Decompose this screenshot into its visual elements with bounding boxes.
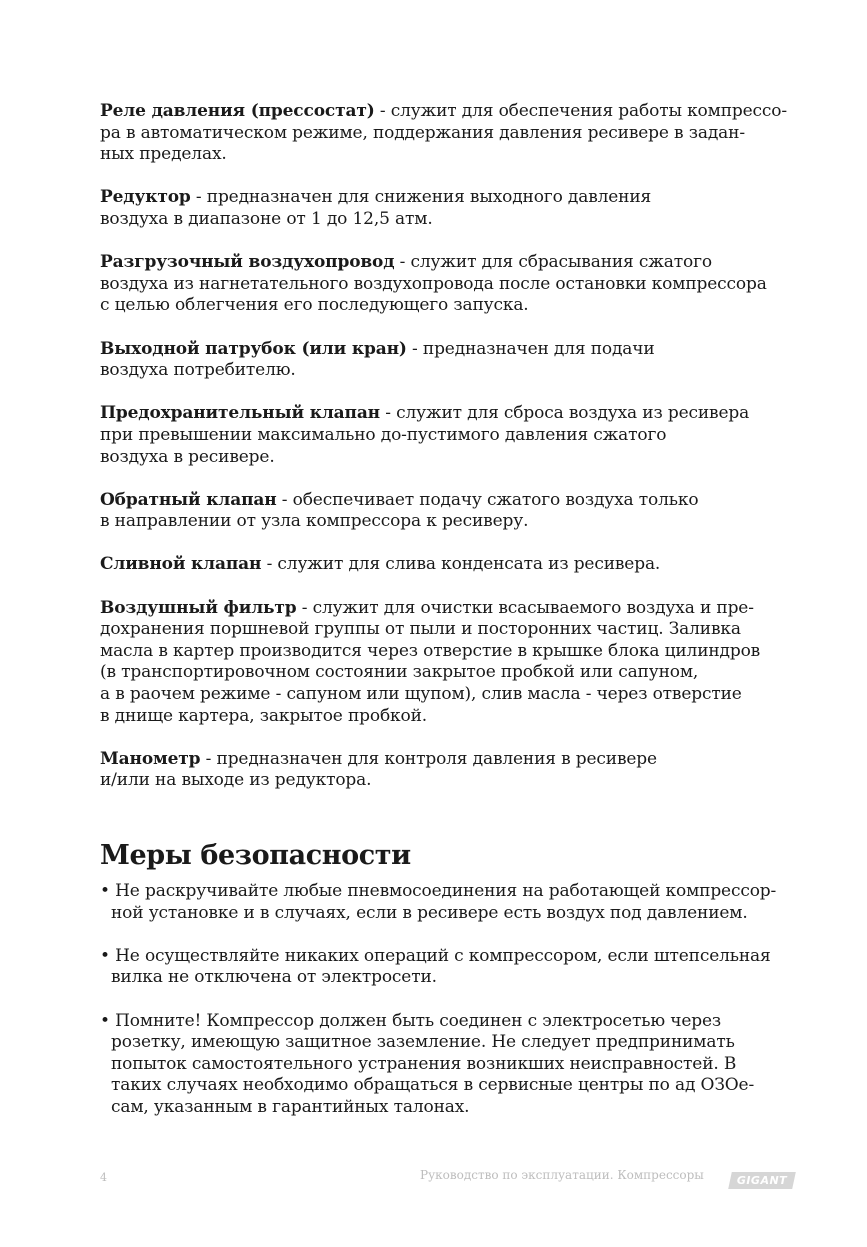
- item-check-valve: [100, 490, 820, 533]
- safety-text: ной установке и в случаях, если в ресивере есть воздух под давлением.: [111, 902, 748, 923]
- item-text: а в раочем режиме - сапуном или щупом), слив масла - через отверстие: [100, 684, 742, 705]
- safety-list: [100, 881, 820, 1140]
- item-term: Редуктор: [100, 187, 191, 208]
- item-term: Предохранительный клапан: [100, 403, 380, 424]
- footer-title: Руководство по эксплуатации. Компрессоры: [420, 1168, 704, 1182]
- item-text: (в транспортировочном состоянии закрытое пробкой или сапуном,: [100, 662, 699, 683]
- item-text: - служит для очистки всасываемого воздуха и пре-: [296, 597, 754, 618]
- section-heading: Меры безопасности: [100, 840, 411, 871]
- item-text: в направлении от узла компрессора к ресиверу.: [100, 511, 529, 532]
- item-text: - предназначен для снижения выходного давления: [190, 187, 652, 208]
- item-text: воздуха из нагнетательного воздухопровода после остановки компрессора: [100, 273, 767, 294]
- item-term: Реле давления (прессостат): [100, 101, 375, 121]
- item-term: Сливной клапан: [100, 554, 262, 575]
- page-number: 4: [100, 1171, 107, 1184]
- safety-item: [100, 946, 820, 989]
- item-outlet-nozzle: [100, 339, 820, 382]
- item-term: Воздушный фильтр: [100, 597, 297, 618]
- item-reducer: [100, 187, 820, 230]
- item-text: воздуха в ресивере.: [100, 446, 275, 467]
- item-manometer: [100, 749, 820, 792]
- item-unloading-air-line: [100, 252, 820, 317]
- item-text: воздуха в диапазоне от 1 до 12,5 атм.: [100, 208, 433, 229]
- item-text: - служит для сброса воздуха из ресивера: [379, 403, 750, 424]
- safety-text: попыток самостоятельного устранения возникших неисправностей. В: [111, 1053, 737, 1074]
- safety-item: [100, 881, 820, 924]
- safety-text: розетку, имеющую защитное заземление. Не следует предпринимать: [111, 1032, 735, 1053]
- item-text: воздуха потребителю.: [100, 360, 296, 381]
- item-safety-valve: [100, 403, 820, 468]
- item-text: в днище картера, закрытое пробкой.: [100, 705, 428, 726]
- item-text: при превышении максимально до-пустимого давления сжатого: [100, 424, 667, 445]
- safety-text: • Не раскручивайте любые пневмосоединения на работающей компрессор-: [100, 881, 777, 901]
- item-text: - служит для обеспечения работы компрессо-: [374, 101, 787, 121]
- item-air-filter: [100, 598, 820, 728]
- safety-item: [100, 1011, 820, 1119]
- item-term: Манометр: [100, 748, 201, 769]
- safety-text: таких случаях необходимо обращаться в сервисные центры по ад ОЗОе-: [111, 1075, 755, 1096]
- safety-text: вилка не отключена от электросети.: [111, 967, 437, 988]
- brand-logo: [728, 1172, 796, 1189]
- item-text: - служит для сбрасывания сжатого: [394, 252, 712, 273]
- brand-logo-text: GIGANT: [736, 1174, 788, 1187]
- item-text: и/или на выходе из редуктора.: [100, 770, 372, 791]
- item-term: Разгрузочный воздухопровод: [100, 252, 395, 273]
- item-text: - служит для слива конденсата из ресивера.: [261, 554, 661, 575]
- component-descriptions: [100, 101, 820, 814]
- item-drain-valve: [100, 554, 820, 576]
- item-text: масла в картер производится через отверстие в крышке блока цилиндров: [100, 640, 761, 661]
- item-text: дохранения поршневой группы от пыли и посторонних частиц. Заливка: [100, 619, 741, 640]
- safety-text: сам, указанным в гарантийных талонах.: [111, 1096, 470, 1117]
- item-term: Выходной патрубок (или кран): [100, 338, 407, 359]
- item-pressure-switch: [100, 101, 820, 166]
- item-text: - предназначен для контроля давления в ресивере: [200, 748, 657, 769]
- item-text: ра в автоматическом режиме, поддержания давления ресивере в задан-: [100, 122, 745, 143]
- safety-text: • Не осуществляйте никаких операций с компрессором, если штепсельная: [100, 945, 771, 966]
- item-text: ных пределах.: [100, 144, 227, 165]
- safety-text: • Помните! Компрессор должен быть соединен с электросетью через: [100, 1010, 721, 1031]
- item-text: с целью облегчения его последующего запуска.: [100, 295, 529, 316]
- item-term: Обратный клапан: [100, 489, 277, 510]
- item-text: - обеспечивает подачу сжатого воздуха только: [276, 489, 699, 510]
- item-text: - предназначен для подачи: [406, 338, 655, 359]
